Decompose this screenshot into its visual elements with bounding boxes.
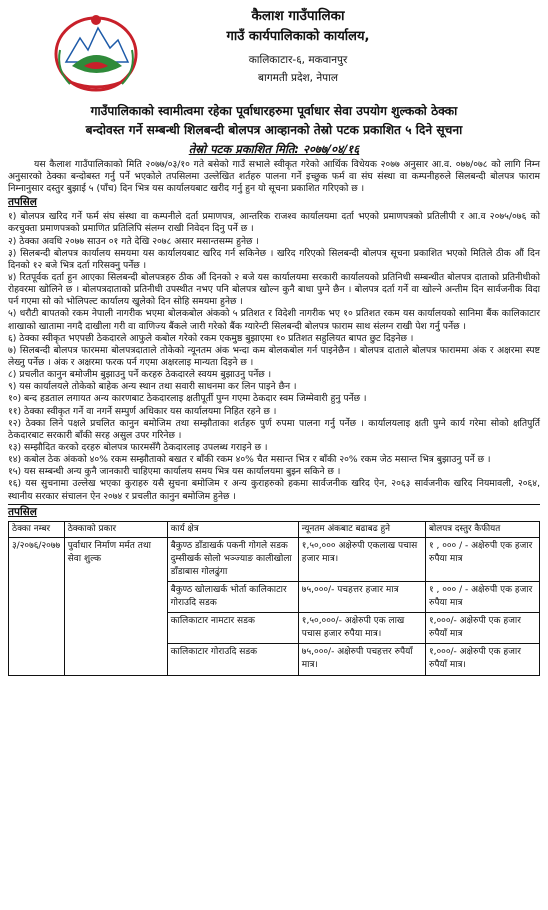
- table-row: [9, 538, 540, 582]
- condition-item: ११) ठेक्का स्वीकृत गर्ने वा नगर्ने सम्पुर्ण अधिकार यस कार्यालयमा निहित रहने छ ।: [8, 405, 277, 417]
- condition-item: ५) धरौटी बापतको रकम नेपाली नागरीक भएमा बोलकबोल अंकको ५ प्रतिशत र विदेशी नागरीक भए १० प्रतिशत रकम यस कार्यालयको सानिमा बैंक कालिकाटार शाखाको खातामा नगदै दाखीला गरी वा वाणिज्य बैंकले जारी गरेको बैंक ग्यारेन्टी सिलबन्दी बोलपत्र फाराम साथ संलग्न राखी पेश गर्नु पर्नेछ ।: [8, 308, 540, 332]
- condition-item: १५) यस सम्बन्धी अन्य कुनै जानकारी चाहिएमा कार्यालय समय भित्र यस कार्यालयमा बुझ्न सकिने छ ।: [8, 466, 341, 478]
- tender-fee: १,०००/- अक्षेरुपी एक हजार रुपैयाँ मात्र।: [425, 644, 539, 675]
- col-header: कार्य क्षेत्र: [167, 521, 298, 538]
- letterhead: [8, 6, 540, 100]
- tender-fee: १ , ००० / - अक्षेरुपी एक हजार रुपैया मात्र: [425, 538, 539, 582]
- conditions-list: [8, 211, 540, 502]
- condition-item: ९) यस कार्यालयले तोकेको बाहेक अन्य स्थान तथा सवारी साधनमा कर लिन पाइने छैन ।: [8, 381, 297, 393]
- notice-title-line2: बन्दोवस्त गर्ने सम्बन्धी शिलबन्दी बोलपत्र आव्हानको तेस्रो पटक प्रकाशित ५ दिने सूचना: [85, 122, 463, 137]
- org-name: कैलाश गाउँपालिका: [251, 8, 345, 24]
- condition-item: २) ठेक्का अवधि २०७७ साउन ०१ गते देखि २०७८ असार मसान्तसम्म हुनेछ ।: [8, 235, 259, 247]
- minimum-amount: १,५०,०००/- अक्षेरुपी एक लाख पचास हजार रुपैया मात्र।: [298, 613, 425, 644]
- publication-date: तेस्रो पटक प्रकाशित मिति: २०७७/०४/१६: [188, 141, 360, 156]
- contract-type: पुर्वाधार निर्माण मर्मत तथा सेवा शुल्क: [64, 538, 167, 675]
- work-area: कालिकाटार नामटार सडक: [167, 613, 298, 644]
- work-area: बैकुण्ठ खोलाखर्क भोर्ता कालिकाटार गोराउदि सडक: [167, 582, 298, 613]
- work-area: बैकुण्ठ डाँडाखर्क पकनी गोगले सडक दुम्सीखर्क सोलो भञ्ज्याङ कालीखोला डाँडाबास गोलढुंगा: [167, 538, 298, 582]
- table-heading: तपसिल: [8, 505, 37, 518]
- minimum-amount: १,५०,००० अक्षेरुपी एकलाख पचास हजार मात्र।: [298, 538, 425, 582]
- contract-number: ३/२०७६/२०७७: [9, 538, 65, 675]
- condition-item: १) बोलपत्र खरिद गर्ने फर्म संघ संस्था वा कम्पनीले दर्ता प्रमाणपत्र, आन्तरिक राजश्व कार्यालयमा दर्ता भएको प्रमाणपत्रको प्रतिलीपी र आ.व २०७५/०७६ को करचुक्ता प्रमाणपत्रको प्रमाणित प्रतिलिपि संलग्न राखी निवेदन दिनु पर्ने छ ।: [8, 211, 540, 235]
- office-name: गाउँ कार्यपालिकाको कार्यालय,: [226, 29, 370, 44]
- minimum-amount: ७५,०००/- पचहत्तर हजार मात्र: [298, 582, 425, 613]
- condition-item: १४) कबोल ठेक अंकको ४०% रकम सम्झौताको बखत र बाँकी रकम ४०% चैत मसान्त भित्र र बाँकी २०% रकम जेठ मसान्त भित्र बुझाउनु पर्ने छ ।: [8, 454, 491, 466]
- condition-item: ७) सिलबन्दी बोलपत्र फारममा बोलपत्रदाताले तोकेको न्यूनतम अंक भन्दा कम बोलकबोल गर्न पाइनेछैन । बोलपत्र दाताले बोलपत्र फाराममा अंक र अक्षरमा स्पष्ट लेख्नु पर्नेछ । अंक र अक्षरमा फरक पर्न गएमा अक्षरलाइ मान्यता दिइने छ ।: [8, 344, 540, 368]
- conditions-heading: तपसिल: [8, 196, 37, 209]
- office-address: कालिकाटार-६, मकवानपुर: [248, 54, 348, 66]
- condition-item: १०) बन्द हडताल लगायत अन्य कारणबाट ठेकदारलाइ क्षतीपूर्ती पुग्न गएमा ठेकदार स्वम जिम्मेवारी हुनु पर्नेछ ।: [8, 393, 367, 405]
- condition-item: १२) ठेक्का लिने पक्षले प्रचलित कानुन बमोजिम तथा सम्झौताका शर्तहरु पुर्ण रुपमा पालना गर्नु पर्नेछ । कार्यालयलाइ क्षती पुग्ने कार्य गरेमा सोको क्षतिपुर्ति ठेकदारबाट सरकारी बाँकी सरह असुल उपर गरिनेछ ।: [8, 417, 540, 441]
- condition-item: ८) प्रचलीत कानुन बमोजीम बुझाउनु पर्ने करहरु ठेकदारले स्वयम बुझाउनु पर्नेछ ।: [8, 369, 272, 381]
- col-header: ठेक्का नम्बर: [9, 521, 65, 538]
- intro-paragraph: यस कैलाश गाउँपालिकाको मिति २०७७/०३/१० गते बसेको गाउँ सभाले स्वीकृत गरेको आर्थिक विधेयक २०७७ अनुसार आ.व. ०७७/०७८ को लागि निम्न अनुसारको ठेक्का बन्दोबस्त गर्नु पर्ने भएकोले तपसिलमा उल्लेखित शर्तहरु पालना गर्ने इच्छुक फर्म वा संघ संस्था वा कम्पनीहरुले सिलबन्दी बोलपत्र फाराम निम्नानुसार दस्तुर बुझाई ५ (पाँच) दिन भित्र यस कार्यालयबाट खरीद गर्नु हुन यो सूचना प्रकाशित गरिएको छ ।: [8, 158, 540, 195]
- tender-fee: १,०००/- अक्षेरुपी एक हजार रुपैयाँ मात्र: [425, 613, 539, 644]
- notice-title-line1: गाउँपालिकाको स्वामीत्वमा रहेका पूर्वाधारहरुमा पूर्वाधार सेवा उपयोग शुल्कको ठेक्का: [90, 104, 458, 118]
- minimum-amount: ७५,०००/- अक्षेरुपी पचहत्तर रुपैयाँ मात्र।: [298, 644, 425, 675]
- col-header: बोलपत्र दस्तुर कैफीयत: [425, 521, 539, 538]
- col-header: न्यूनतम अंकबाट बढाबढ हुने: [298, 521, 425, 538]
- col-header: ठेक्काको प्रकार: [64, 521, 167, 538]
- condition-item: १६) यस सुचनामा उल्लेख भएका कुराहरु यसै सुचना बमोजिम र अन्य कुराहरुको हकमा सार्वजनीक खरिद ऐन, २०६३ सार्वजनीक खरिद नियमावली, २०६४, स्थानीय सरकार संचालन ऐन २०७४ र प्रचलीत कानुन बमोजिम हुनेछ ।: [8, 478, 540, 502]
- condition-item: ३) सिलबन्दी बोलपत्र कार्यालय समयमा यस कार्यालयबाट खरिद गर्न सकिनेछ । खरिद गरिएको सिलबन्दी बोलपत्र सूचना प्रकाशित भएको मितिले ठीक औं दिन दिनको १२ बजे भित्र दर्ता गरिसक्नु पर्नेछ ।: [8, 247, 540, 271]
- divider: [8, 504, 540, 505]
- work-area: कालिकाटार गोराउदि सडक: [167, 644, 298, 675]
- tender-fee: १ , ००० / - अक्षेरुपी एक हजार रुपैया मात्र: [425, 582, 539, 613]
- nepal-emblem-logo: [52, 10, 140, 92]
- condition-item: १३) सम्झौदित करको दरहरु बोलपत्र फारमसँगै ठेकदारलाइ उपलब्ध गराइने छ ।: [8, 441, 268, 453]
- province: बागमती प्रदेश, नेपाल: [258, 72, 338, 84]
- condition-item: ४) रितपूर्वक दर्ता हुन आएका सिलबन्दी बोलपत्रहरु ठीक औं दिनको २ बजे यस कार्यालयमा सरकारी कार्यालयको प्रतिनिधी सम्बन्धीत बोलपत्र दाताको प्रतिनीधीको रोहवरमा खोलिने छ । बोलपत्रदाताको प्रतिनीधी उपस्थीत नभए पनि बोलपत्र खोल्न कुनै बाधा पुग्ने छैन । बोलपत्र दर्ता गर्ने वा खोल्ने अन्तीम दिन सार्वजनीक विदा पर्न गएमा सो को भोलिपल्ट कार्यालय खुलेको दिन सोहि समयमा हुनेछ ।: [8, 271, 540, 308]
- condition-item: ६) ठेक्का स्वीकृत भएपछी ठेकदारले आफुले कबोल गरेको रकम एकमुष्ठ बुझाएमा १० प्रतिशत सहुलियत बापत छुट दिइनेछ ।: [8, 332, 414, 344]
- table-header-row: [9, 521, 540, 538]
- notice-title: [8, 102, 540, 140]
- contract-table: [8, 521, 540, 676]
